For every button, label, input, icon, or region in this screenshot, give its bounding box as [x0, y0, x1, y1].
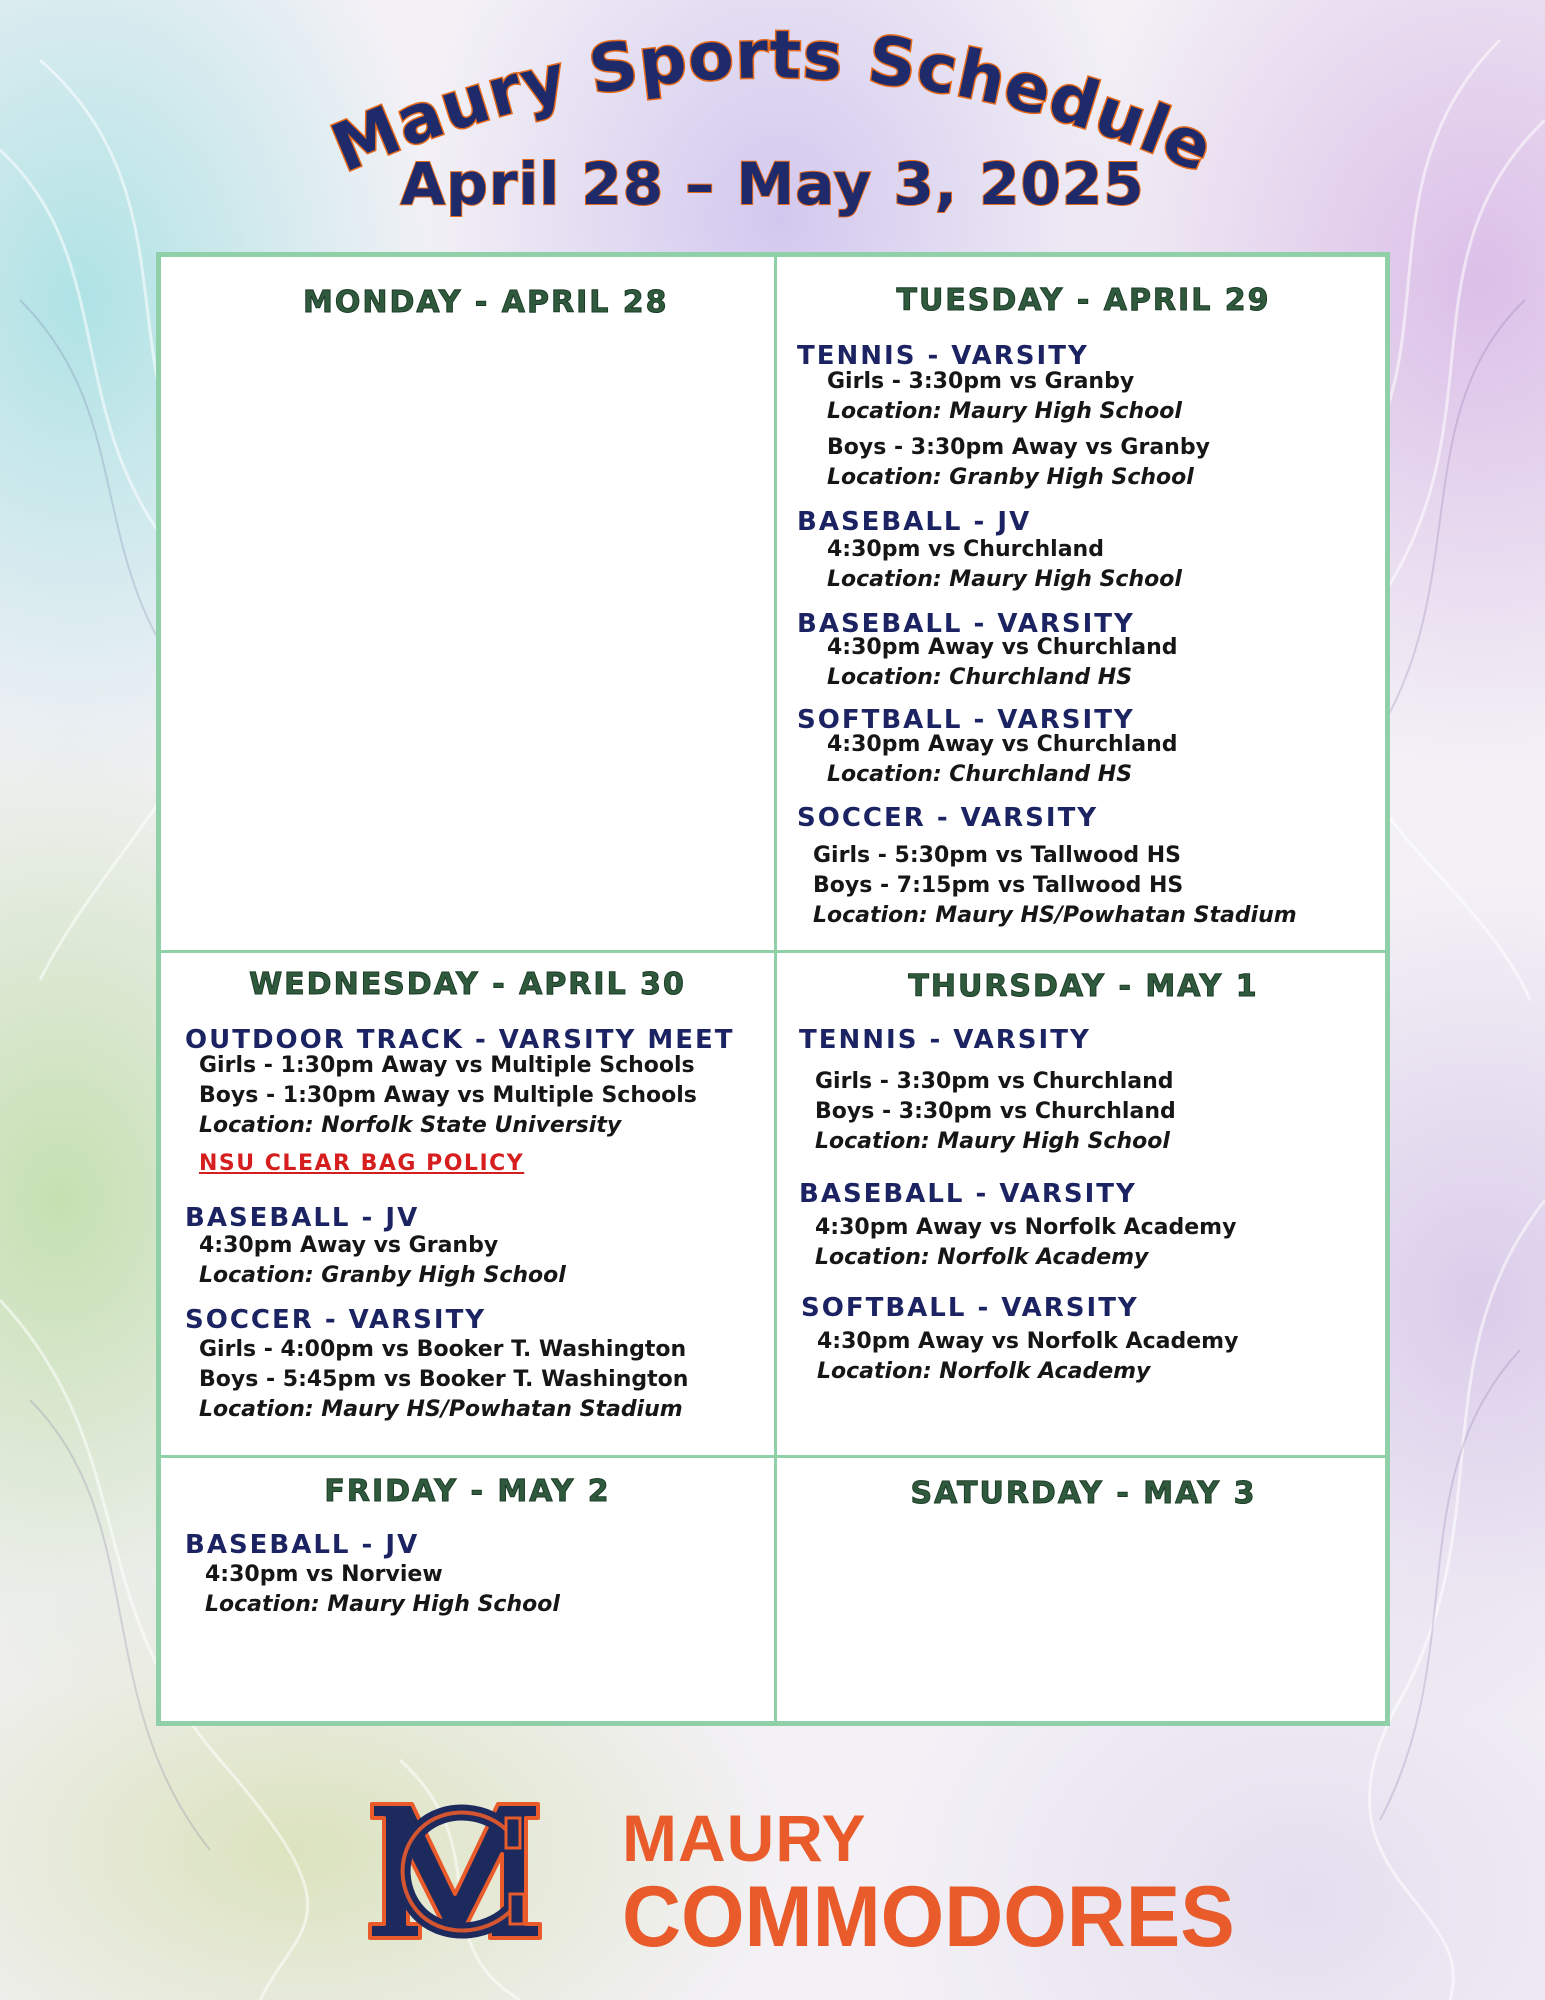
event-line: 4:30pm Away vs Norfolk Academy: [815, 1215, 1237, 1240]
sport-heading: TENNIS - VARSITY: [797, 341, 1089, 371]
event-line: Boys - 7:15pm vs Tallwood HS: [813, 873, 1184, 898]
event-location: Location: Granby High School: [199, 1263, 566, 1288]
page-subtitle: April 28 – May 3, 2025: [400, 150, 1145, 218]
event-line: Girls - 3:30pm vs Churchland: [815, 1069, 1174, 1094]
sport-heading: BASEBALL - VARSITY: [797, 609, 1135, 639]
sport-heading: SOCCER - VARSITY: [185, 1305, 487, 1335]
day-header-tuesday: TUESDAY - APRIL 29: [896, 283, 1271, 318]
event-line: Girls - 3:30pm vs Granby: [827, 369, 1135, 394]
event-line: Girls - 5:30pm vs Tallwood HS: [813, 843, 1181, 868]
schedule-grid: [156, 252, 1390, 1726]
sport-heading: BASEBALL - VARSITY: [799, 1179, 1137, 1209]
sport-heading: SOFTBALL - VARSITY: [801, 1293, 1139, 1323]
event-line: Boys - 3:30pm Away vs Granby: [827, 435, 1210, 460]
brand-commodores: COMMODORES: [622, 1869, 1235, 1965]
event-location: Location: Norfolk Academy: [815, 1245, 1149, 1270]
event-location: Location: Maury HS/Powhatan Stadium: [199, 1397, 683, 1422]
event-location: Location: Maury HS/Powhatan Stadium: [813, 903, 1297, 928]
event-line: Boys - 3:30pm vs Churchland: [815, 1099, 1176, 1124]
sport-heading: TENNIS - VARSITY: [799, 1025, 1091, 1055]
day-header-friday: FRIDAY - MAY 2: [324, 1474, 611, 1509]
sport-heading: SOCCER - VARSITY: [797, 803, 1099, 833]
day-cell-tuesday: [777, 257, 1390, 950]
day-header-monday: MONDAY - APRIL 28: [303, 285, 669, 320]
event-line: Boys - 5:45pm vs Booker T. Washington: [199, 1367, 689, 1392]
day-cell-friday: [161, 1458, 774, 1721]
event-line: Girls - 4:00pm vs Booker T. Washington: [199, 1337, 687, 1362]
day-header-wednesday: WEDNESDAY - APRIL 30: [249, 967, 686, 1002]
event-location: Location: Churchland HS: [827, 762, 1133, 787]
event-line: 4:30pm vs Norview: [205, 1562, 443, 1587]
svg-text:Maury Sports Schedule: Maury Sports Schedule: [321, 16, 1225, 188]
event-location: Location: Churchland HS: [827, 665, 1133, 690]
sport-heading: BASEBALL - JV: [797, 507, 1032, 537]
event-line: 4:30pm Away vs Granby: [199, 1233, 499, 1258]
event-location: Location: Maury High School: [815, 1129, 1170, 1154]
day-header-thursday: THURSDAY - MAY 1: [908, 969, 1259, 1004]
maury-mc-logo: [350, 1774, 560, 1959]
event-line: Boys - 1:30pm Away vs Multiple Schools: [199, 1083, 697, 1108]
sport-heading: BASEBALL - JV: [185, 1203, 420, 1233]
brand-maury: MAURY: [622, 1801, 867, 1875]
event-line: 4:30pm vs Churchland: [827, 537, 1104, 562]
event-line: 4:30pm Away vs Churchland: [827, 732, 1178, 757]
sport-heading: BASEBALL - JV: [185, 1530, 420, 1560]
day-header-saturday: SATURDAY - MAY 3: [910, 1476, 1257, 1511]
sport-heading: SOFTBALL - VARSITY: [797, 705, 1135, 735]
event-line: 4:30pm Away vs Norfolk Academy: [817, 1329, 1239, 1354]
event-location: Location: Maury High School: [827, 399, 1182, 424]
event-location: Location: Maury High School: [205, 1592, 560, 1617]
day-cell-wednesday: [161, 953, 774, 1455]
event-line: Girls - 1:30pm Away vs Multiple Schools: [199, 1053, 695, 1078]
day-cell-saturday: [777, 1458, 1390, 1721]
event-location: Location: Granby High School: [827, 465, 1194, 490]
event-line: 4:30pm Away vs Churchland: [827, 635, 1178, 660]
sport-heading: OUTDOOR TRACK - VARSITY MEET: [185, 1025, 735, 1055]
event-location: Location: Maury High School: [827, 567, 1182, 592]
event-location: Location: Norfolk Academy: [817, 1359, 1151, 1384]
nsu-clear-bag-policy-link[interactable]: NSU CLEAR BAG POLICY: [199, 1151, 525, 1176]
day-cell-thursday: [777, 953, 1390, 1455]
day-cell-monday: [161, 257, 774, 950]
event-location: Location: Norfolk State University: [199, 1113, 622, 1138]
